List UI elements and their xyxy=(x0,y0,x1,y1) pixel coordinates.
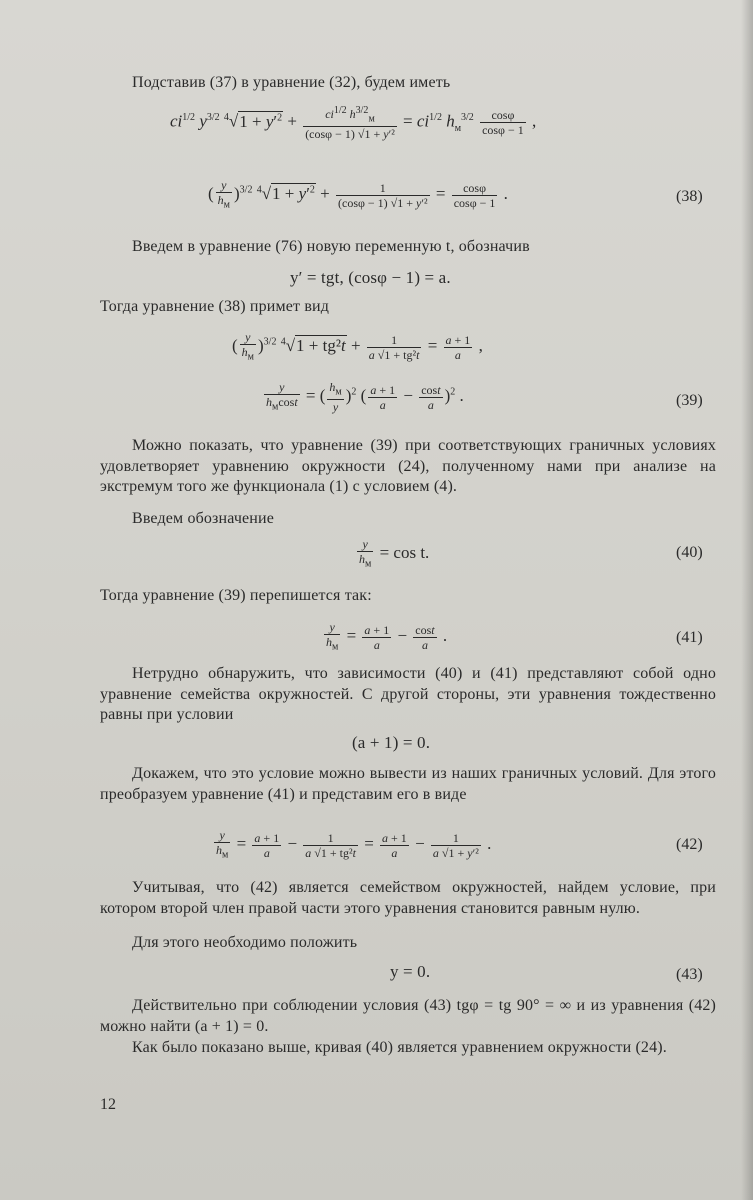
paragraph-circle-family: Нетрудно обнаружить, что зависимости (40) и (41) представляют собой одно уравнение семейства окружностей. С другой стороны, эти уравнения тождественно равны при условии xyxy=(100,665,716,723)
notation-line: Введем обозначение xyxy=(132,510,274,527)
intro-line: Подставив (37) в уравнение (32), будем иметь xyxy=(132,74,451,91)
equation-41: $\frac{y}{h_м}$ = $\frac{a + 1}{a}$ − $\frac{\cos t}{a}$ . xyxy=(326,620,448,653)
substitution-line: y′ = tgt, (cosφ − 1) = a. xyxy=(290,268,451,287)
page-number: 12 xyxy=(100,1096,116,1113)
rewrite-line: Тогда уравнение (39) перепишется так: xyxy=(100,587,372,604)
equation-40-rhs: = cos t. xyxy=(379,543,430,563)
equation-number-38: (38) xyxy=(676,188,703,205)
equation-number-42: (42) xyxy=(676,836,703,853)
equation-number-41: (41) xyxy=(676,629,703,646)
equation-38: ( $\frac{y}{h_м}$ )$^{3/2}$ $^4√1 + y'^2$ + $\frac{1}{\text{(cosφ − 1) √1 + y′²}}$ = $\frac{\cos\varphi}{\cos\varphi - 1}$ . xyxy=(208,178,508,211)
equation-line-1: $ci^{1/2}$ $y^{3/2}$ $^4√1 + y'^2$ + $\frac{ci^{1/2} h^{3/2}_м}{\text{(cosφ − 1) √1 + y′²}}$ = $ci^{1/2}$ $h_м^{3/2}$ $\frac{\cos\varphi}{\cos\varphi - 1}$ , xyxy=(170,105,537,142)
equation-number-39: (39) xyxy=(676,392,703,409)
new-variable-line: Введем в уравнение (76) новую переменную t, обозначив xyxy=(132,238,530,255)
then-eq38-line: Тогда уравнение (38) примет вид xyxy=(100,298,330,315)
paragraph-shown: Как было показано выше, кривая (40) является уравнением окружности (24). xyxy=(132,1039,667,1056)
equation-42: $\frac{y}{h_м}$ = $\frac{a + 1}{a}$ − $\frac{1}{\text{a √1 + tg²t}}$ = $\frac{a + 1}{a}$ − $\frac{1}{\text{a √1 + y′²}}$ . xyxy=(216,828,492,861)
paragraph-circle-equation: Можно показать, что уравнение (39) при соответствующих граничных условиях удовлетворяет уравнению окружности (24), полученному нами при анализе на экстремум того же функционала (1) с условием (4). xyxy=(100,437,716,495)
paragraph-indeed: Действительно при соблюдении условия (43) tgφ = tg 90° = ∞ и из уравнения (42) можно найти (a + 1) = 0. xyxy=(100,997,716,1035)
condition-equation: (a + 1) = 0. xyxy=(352,733,431,752)
equation-39-line-2: $\frac{y}{h_м\cos t}$ = ( $\frac{h_м}{y}$ )$^2$ ( $\frac{a + 1}{a}$ − $\frac{\cos t}{a}$ )$^2$ . xyxy=(266,380,464,415)
necessary-line: Для этого необходимо положить xyxy=(132,934,358,951)
paragraph-proof: Докажем, что это условие можно вывести из наших граничных условий. Для этого преобразуем уравнение (41) и представим его в виде xyxy=(100,765,716,803)
paragraph-given: Учитывая, что (42) является семейством окружностей, найдем условие, при котором второй член правой части этого уравнения становится равным нулю. xyxy=(100,879,716,917)
equation-40: $\frac{y}{h_м}$ = cos t. xyxy=(359,537,430,570)
equation-39-line-1: ( $\frac{y}{h_м}$ )$^{3/2}$ $^4$√1 + tg²t + $\frac{1}{\text{a √1 + tg²t}}$ = $\frac{a + 1}{a}$ , xyxy=(232,330,483,363)
page-edge-shadow xyxy=(741,0,753,1200)
equation-43: y = 0. xyxy=(390,962,431,981)
equation-number-40: (40) xyxy=(676,544,703,561)
equation-number-43: (43) xyxy=(676,966,703,983)
